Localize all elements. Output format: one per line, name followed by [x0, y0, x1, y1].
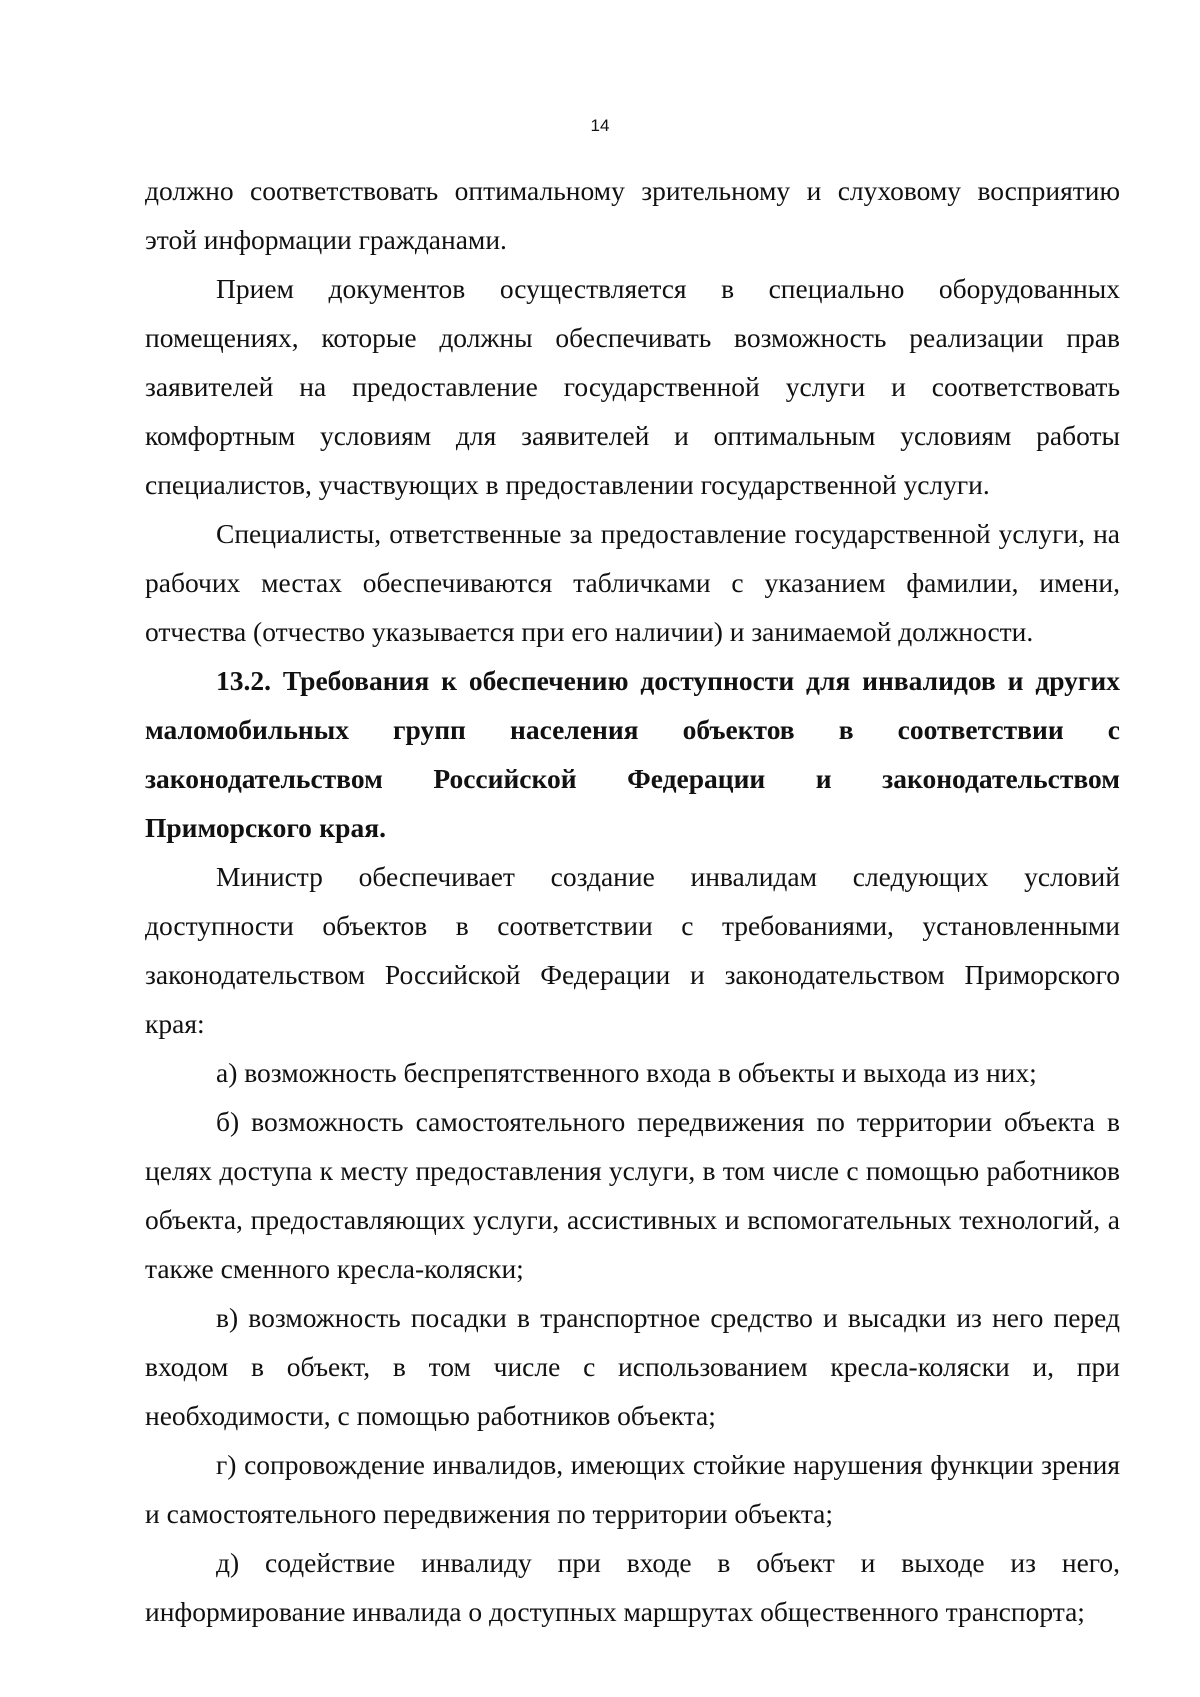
- list-item-a: а) возможность беспрепятственного входа в объекты и выхода из них;: [216, 1057, 1037, 1088]
- list-item-g: г) сопровождение инвалидов, имеющих стойкие нарушения функции зрения и самостоятельного передвижения по территории объекта;: [145, 1449, 1120, 1529]
- paragraph-continuation: должно соответствовать оптимальному зрительному и слуховому восприятию этой информации гражданами.: [145, 175, 1120, 255]
- page-number: 14: [590, 116, 610, 135]
- list-item-d: д) содействие инвалиду при входе в объект и выходе из него, информирование инвалида о доступных маршрутах общественного транспорта;: [145, 1547, 1120, 1627]
- paragraph-document-reception: Прием документов осуществляется в специально оборудованных помещениях, которые должны обеспечивать возможность реализации прав заявителей на предоставление государственной услуги и соответствовать комфортным условиям для заявителей и оптимальным условиям работы специалистов, участвующих в предоставлении государственной услуги.: [145, 273, 1120, 500]
- section-heading-13-2: 13.2. Требования к обеспечению доступности для инвалидов и других маломобильных групп населения объектов в соответствии с законодательством Российской Федерации и законодательством Приморского края.: [145, 665, 1120, 843]
- list-item-v: в) возможность посадки в транспортное средство и высадки из него перед входом в объект, в том числе с использованием кресла-коляски и, при необходимости, с помощью работников объекта;: [145, 1302, 1120, 1431]
- list-item-b: б) возможность самостоятельного передвижения по территории объекта в целях доступа к месту предоставления услуги, в том числе с помощью работников объекта, предоставляющих услуги, ассистивных и вспомогательных технологий, а также сменного кресла-коляски;: [145, 1106, 1120, 1284]
- paragraph-specialists: Специалисты, ответственные за предоставление государственной услуги, на рабочих местах обеспечиваются табличками с указанием фамилии, имени, отчества (отчество указывается при его наличии) и занимаемой должности.: [145, 518, 1120, 647]
- paragraph-minister-obligations: Министр обеспечивает создание инвалидам следующих условий доступности объектов в соответствии с требованиями, установленными законодательством Российской Федерации и законодательством Приморского края:: [145, 861, 1120, 1039]
- document-body: [145, 166, 1120, 1636]
